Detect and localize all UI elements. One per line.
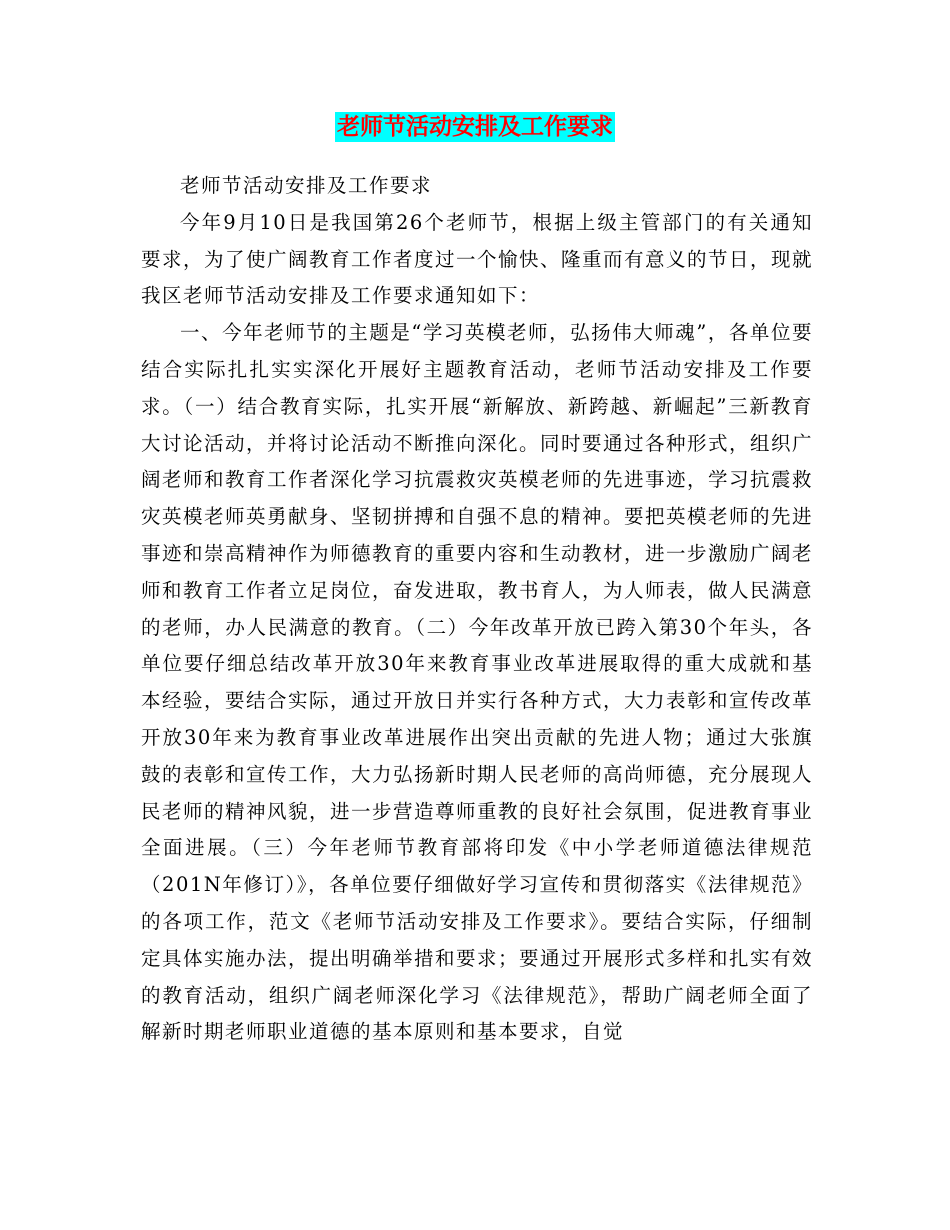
document-title: 老师节活动安排及工作要求 <box>337 113 613 140</box>
title-container <box>0 112 950 142</box>
paragraph-intro: 今年9月10日是我国第26个老师节，根据上级主管部门的有关通知要求，为了使广阔教育工作者度过一个愉快、隆重而有意义的节日，现就我区老师节活动安排及工作要求通知如下： <box>141 210 814 308</box>
document-body <box>141 168 813 1051</box>
paragraph-subtitle: 老师节活动安排及工作要求 <box>180 174 433 197</box>
paragraph-main: 一、今年老师节的主题是“学习英模老师，弘扬伟大师魂”，各单位要结合实际扎扎实实深化开展好主题教育活动，老师节活动安排及工作要求。（一）结合教育实际，扎实开展“新解放、新跨越、新崛起”三新教育大讨论活动，并将讨论活动不断推向深化。同时要通过各种形式，组织广阔老师和教育工作者深化学习抗震救灾英模老师的先进事迹，学习抗震救灾英模老师英勇献身、坚韧拼搏和自强不息的精神。要把英模老师的先进事迹和崇高精神作为师德教育的重要内容和生动教材，进一步激励广阔老师和教育工作者立足岗位，奋发进取，教书育人，为人师表，做人民满意的老师，办人民满意的教育。（二）今年改革开放已跨入第30个年头，各单位要仔细总结改革开放30年来教育事业改革进展取得的重大成就和基本经验，要结合实际，通过开放日并实行各种方式，大力表彰和宣传改革开放30年来为教育事业改革进展作出突出贡献的先进人物；通过大张旗鼓的表彰和宣传工作，大力弘扬新时期人民老师的高尚师德，充分展现人民老师的精神风貌，进一步营造尊师重教的良好社会氛围，促进教育事业全面进展。（三）今年老师节教育部将印发《中小学老师道德法律规范（201N年修订）》，各单位要仔细做好学习宣传和贯彻落实《法律规范》的各项工作，范文《老师节活动安排及工作要求》。要结合实际，仔细制定具体实施办法，提出明确举措和要求；要通过开展形式多样和扎实有效的教育活动，组织广阔老师深化学习《法律规范》，帮助广阔老师全面了解新时期老师职业道德的基本原则和基本要求，自觉 <box>141 321 814 1044</box>
